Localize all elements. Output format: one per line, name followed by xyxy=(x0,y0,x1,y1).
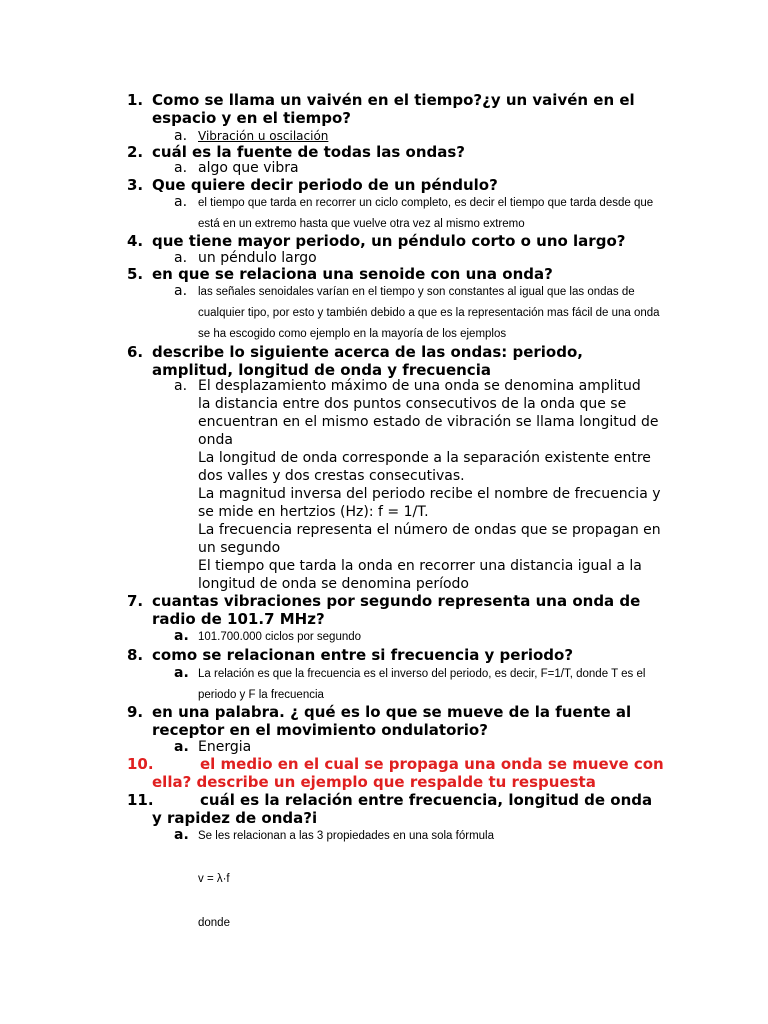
question-number: 11. xyxy=(127,791,154,809)
answer-8 xyxy=(174,664,664,706)
formula: v = λ·f xyxy=(198,873,230,885)
question-text: cuantas vibraciones por segundo representa una onda de radio de 101.7 MHz? xyxy=(152,592,641,628)
question-text: describe lo siguiente acerca de las ondas: periodo, amplitud, longitud de onda y frecuencia xyxy=(152,343,583,379)
answer-letter: a. xyxy=(174,250,188,266)
question-1 xyxy=(127,91,667,127)
answer-letter: a. xyxy=(174,739,189,755)
answer-text: el tiempo que tarda en recorrer un ciclo completo, es decir el tiempo que tarda desde que está en un extremo hasta que vuelve otra vez al mismo extremo xyxy=(198,197,654,230)
answer-text: algo que vibra xyxy=(198,160,299,176)
question-number: 6. xyxy=(127,343,144,361)
question-4 xyxy=(127,232,667,250)
answer-text: las señales senoidales varían en el tiempo y son constantes al igual que las ondas de cualquier tipo, por esto y también debido a que es la representación mas fácil de una onda se ha escogido como ejemplo en la mayoría de los ejemplos xyxy=(198,286,660,340)
answer-text: un péndulo largo xyxy=(198,250,317,266)
question-text: en una palabra. ¿ qué es lo que se mueve de la fuente al receptor en el movimiento ondulatorio? xyxy=(152,703,632,739)
question-10 xyxy=(127,755,667,791)
answer-text: 101.700.000 ciclos por segundo xyxy=(198,631,362,643)
answer-line: El desplazamiento máximo de una onda se denomina amplitud xyxy=(198,378,641,394)
answer-letter: a. xyxy=(174,283,188,299)
question-number: 1. xyxy=(127,91,144,109)
answer-block xyxy=(174,377,664,593)
question-number: 5. xyxy=(127,265,144,283)
answer-line: la distancia entre dos puntos consecutivos de la onda que se encuentran en el mismo estado de vibración se llama longitud de onda xyxy=(198,396,659,448)
answer-text: Se les relacionan a las 3 propiedades en una sola fórmula xyxy=(198,830,494,842)
question-number: 4. xyxy=(127,232,144,250)
answer-11 xyxy=(174,826,664,847)
question-number: 2. xyxy=(127,143,144,161)
answer-letter: a. xyxy=(174,628,189,644)
question-9 xyxy=(127,703,667,739)
answer-text: La relación es que la frecuencia es el inverso del periodo, es decir, F=1/T, donde T es el periodo y F la frecuencia xyxy=(198,668,646,701)
question-number: 3. xyxy=(127,176,144,194)
question-text: Que quiere decir periodo de un péndulo? xyxy=(152,176,498,194)
answer-9 xyxy=(174,738,664,756)
question-7 xyxy=(127,592,667,628)
question-text: cuál es la fuente de todas las ondas? xyxy=(152,143,465,161)
question-text: en que se relaciona una senoide con una onda? xyxy=(152,265,553,283)
question-5 xyxy=(127,265,667,283)
answer-letter: a. xyxy=(174,378,188,394)
question-text: Como se llama un vaivén en el tiempo?¿y un vaivén en el espacio y en el tiempo? xyxy=(152,91,635,127)
answer-2 xyxy=(174,159,664,177)
answer-letter: a. xyxy=(174,827,189,843)
answer-line: La magnitud inversa del periodo recibe el nombre de frecuencia y se mide en hertzios (Hz): f = 1/T. xyxy=(198,486,661,520)
answer-5 xyxy=(174,282,664,345)
donde-label: donde xyxy=(198,917,230,929)
answer-text: Vibración u oscilación xyxy=(198,129,329,143)
question-text: que tiene mayor periodo, un péndulo corto o uno largo? xyxy=(152,232,626,250)
question-number: 9. xyxy=(127,703,144,721)
question-8 xyxy=(127,646,667,664)
answer-letter: a. xyxy=(174,128,188,144)
question-number: 8. xyxy=(127,646,144,664)
question-number: 7. xyxy=(127,592,144,610)
answer-line: La frecuencia representa el número de ondas que se propagan en un segundo xyxy=(198,522,661,556)
question-6 xyxy=(127,343,667,379)
answer-6 xyxy=(174,377,664,593)
answer-letter: a. xyxy=(174,160,188,176)
question-text: el medio en el cual se propaga una onda se mueve con ella? describe un ejemplo que respalde tu respuesta xyxy=(152,755,664,791)
question-text: cuál es la relación entre frecuencia, longitud de onda y rapidez de onda?i xyxy=(152,791,653,827)
answer-line: La longitud de onda corresponde a la separación existente entre dos valles y dos crestas consecutivas. xyxy=(198,450,651,484)
question-text: como se relacionan entre si frecuencia y periodo? xyxy=(152,646,574,664)
answer-text: Energia xyxy=(198,739,252,755)
answer-letter: a. xyxy=(174,194,188,210)
answer-letter: a. xyxy=(174,665,189,681)
question-3 xyxy=(127,176,667,194)
question-number: 10. xyxy=(127,755,154,773)
answer-3 xyxy=(174,193,664,235)
answer-7 xyxy=(174,627,664,648)
answer-line: El tiempo que tarda la onda en recorrer una distancia igual a la longitud de onda se denomina período xyxy=(198,558,642,592)
question-11 xyxy=(127,791,667,827)
